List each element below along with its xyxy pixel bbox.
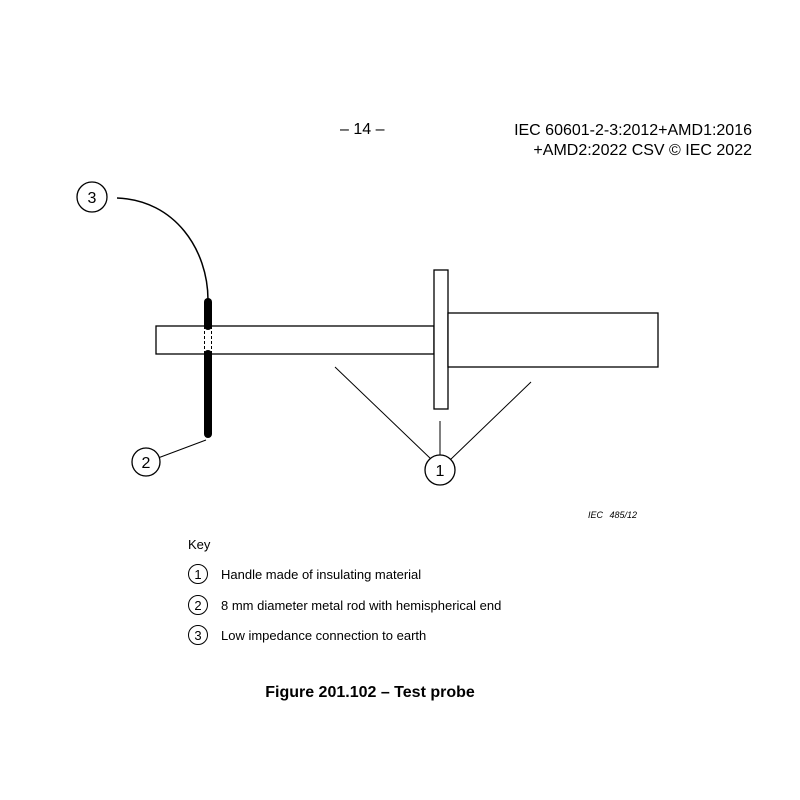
key-item: [188, 563, 421, 585]
key-text-3: Low impedance connection to earth: [221, 627, 427, 643]
key-item: [188, 624, 426, 646]
earth-wire: [117, 198, 208, 300]
key-number-1: 1: [188, 564, 208, 584]
callout-1-leader-rod: [335, 367, 432, 460]
key-text-2: 8 mm diameter metal rod with hemispherical end: [221, 597, 502, 613]
key-number-2: 2: [188, 595, 208, 615]
handle-flange: [434, 270, 448, 409]
callout-3-label: 3: [87, 190, 97, 207]
key-item: [188, 594, 501, 616]
figure-caption: Figure 201.102 – Test probe: [265, 684, 475, 701]
standard-reference-line-1: IEC 60601-2-3:2012+AMD1:2016: [514, 122, 752, 139]
iec-figure-reference: IEC 485/12: [588, 510, 638, 520]
key-text-1: Handle made of insulating material: [221, 566, 422, 582]
callout-1-label: 1: [435, 463, 445, 480]
callout-2-leader: [158, 440, 206, 458]
metal-rod: [156, 326, 434, 354]
callout-2-label: 2: [141, 455, 151, 472]
callout-1-leader-handle: [449, 382, 531, 461]
key-title: Key: [188, 537, 211, 552]
handle-body: [448, 313, 658, 367]
standard-reference-line-2: +AMD2:2022 CSV © IEC 2022: [533, 142, 752, 159]
page-number: – 14 –: [340, 121, 385, 138]
key-number-3: 3: [188, 625, 208, 645]
